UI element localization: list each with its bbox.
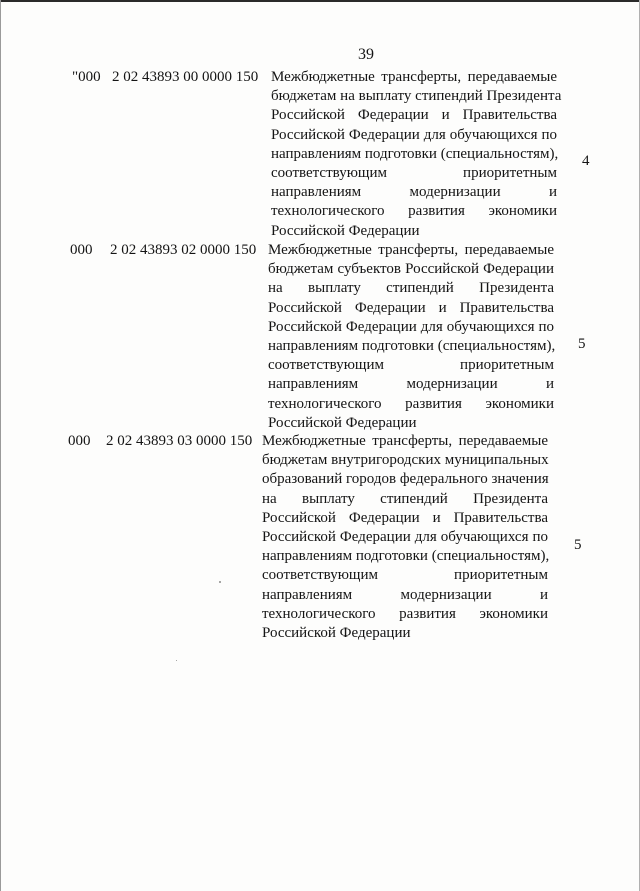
scan-edge-top <box>0 0 640 2</box>
income-name-line: на выплату стипендий Президента <box>268 280 554 297</box>
income-name-line: технологического развития экономики <box>262 605 548 622</box>
income-name-line: бюджетам на выплату стипендий Президента <box>271 88 562 105</box>
amount-value: 5 <box>578 336 586 352</box>
income-name <box>262 432 548 643</box>
page-number: 39 <box>358 46 374 63</box>
income-name-line: Российской Федерации для обучающихся по <box>268 318 554 335</box>
budget-classification-code: 2 02 43893 03 0000 150 <box>106 433 253 449</box>
income-name-line: Российской Федерации и Правительства <box>268 299 554 316</box>
income-name-line: Российской Федерации для обучающихся по <box>271 126 557 143</box>
income-name-line: технологического развития экономики <box>271 203 557 220</box>
income-name-line: на выплату стипендий Президента <box>262 490 548 507</box>
income-name-line: Межбюджетные трансферты, передаваемые <box>271 69 557 85</box>
income-name-line: образований городов федерального значения <box>262 471 549 488</box>
income-name-line: соответствующим приоритетным <box>262 567 548 584</box>
income-name-line: Российской Федерации и Правительства <box>262 509 548 526</box>
admin-code: 000 <box>70 242 93 258</box>
amount-value: 5 <box>574 537 582 553</box>
amount-value: 4 <box>582 153 590 169</box>
income-name-line: соответствующим приоритетным <box>268 357 554 374</box>
admin-code: 000 <box>68 433 91 449</box>
budget-classification-code: 2 02 43893 02 0000 150 <box>110 242 257 258</box>
income-name-line: бюджетам субъектов Российской Федерации <box>268 261 554 278</box>
income-name-line: Российской Федерации <box>262 624 411 641</box>
income-name-line: Российской Федерации для обучающихся по <box>262 528 548 545</box>
income-name-line: направлениям подготовки (специальностям), <box>271 145 559 162</box>
income-name-line: технологического развития экономики <box>268 395 554 412</box>
income-name-line: Российской Федерации <box>268 414 417 431</box>
income-name-line: направлениям модернизации и <box>262 586 548 603</box>
income-name-line: Российской Федерации и Правительства <box>271 107 557 124</box>
scan-edge-left <box>0 0 1 891</box>
income-name-line: соответствующим приоритетным <box>271 164 557 181</box>
admin-code: "000 <box>72 69 101 85</box>
income-name-line: направлениям подготовки (специальностям), <box>268 337 556 354</box>
income-name-line: Российской Федерации <box>271 222 420 239</box>
income-name <box>271 68 562 241</box>
income-name <box>268 241 554 433</box>
scan-speck <box>176 660 177 661</box>
income-name-line: направлениям подготовки (специальностям), <box>262 548 550 565</box>
income-name-line: направлениям модернизации и <box>271 184 557 201</box>
budget-classification-code: 2 02 43893 00 0000 150 <box>112 69 259 85</box>
income-name-line: Межбюджетные трансферты, передаваемые <box>268 242 554 258</box>
income-name-line: направлениям модернизации и <box>268 376 554 393</box>
income-name-line: Межбюджетные трансферты, передаваемые <box>262 433 548 449</box>
scan-speck <box>219 581 221 583</box>
income-name-line: бюджетам внутригородских муниципальных <box>262 452 549 469</box>
